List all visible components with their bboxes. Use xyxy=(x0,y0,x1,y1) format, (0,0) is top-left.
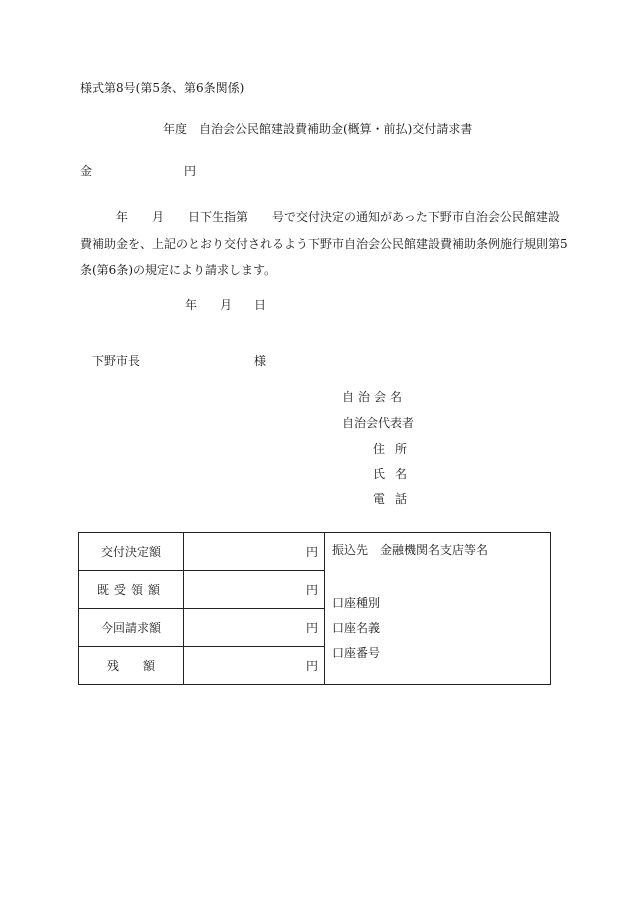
received-amount-label: 既受領額 xyxy=(79,571,184,609)
form-number: 様式第8号(第5条、第6条関係) xyxy=(80,81,245,95)
amount-unit: 円 xyxy=(184,164,197,178)
phone-label: 電話 xyxy=(373,492,418,506)
date-day: 日 xyxy=(254,298,267,312)
date-year: 年 xyxy=(185,298,198,312)
current-request-label: 今回請求額 xyxy=(79,609,184,647)
addressee-name: 下野市長 xyxy=(92,354,141,368)
request-body xyxy=(80,204,568,284)
body-line: 条(第6条)の規定により請求します。 xyxy=(80,263,277,277)
unit-yen: 円 xyxy=(305,659,318,673)
representative-label: 自治会代表者 xyxy=(342,416,415,430)
decided-amount-field[interactable] xyxy=(184,533,325,571)
transfer-to-label: 振込先 金融機関名支店等名 xyxy=(332,543,489,557)
account-holder-label: 口座名義 xyxy=(332,621,381,635)
addressee-honorific: 様 xyxy=(254,354,267,368)
amount-table xyxy=(78,532,551,685)
name-label: 氏名 xyxy=(373,467,418,481)
date-month: 月 xyxy=(220,298,233,312)
remaining-amount-field[interactable] xyxy=(184,647,325,685)
unit-yen: 円 xyxy=(305,583,318,597)
amount-label: 金 xyxy=(80,164,93,178)
body-line: 年 月 日下生指第 号で交付決定の通知があった下野市自治会公民館建設 xyxy=(116,210,560,224)
remaining-amount-label: 残 額 xyxy=(79,647,184,685)
unit-yen: 円 xyxy=(305,621,318,635)
bank-info-cell[interactable] xyxy=(325,533,551,685)
body-line: 費補助金を、上記のとおり交付されるよう下野市自治会公民館建設費補助条例施行規則第5 xyxy=(80,236,568,251)
received-amount-field[interactable] xyxy=(184,571,325,609)
table-row xyxy=(79,533,551,571)
decided-amount-label: 交付決定額 xyxy=(79,533,184,571)
current-request-field[interactable] xyxy=(184,609,325,647)
association-name-label: 自治会名 xyxy=(342,390,407,404)
account-type-label: 口座種別 xyxy=(332,596,381,610)
address-label: 住所 xyxy=(373,442,418,456)
unit-yen: 円 xyxy=(305,545,318,559)
account-number-label: 口座番号 xyxy=(332,646,381,660)
document-title: 年度 自治会公民館建設費補助金(概算・前払)交付請求書 xyxy=(163,122,473,136)
